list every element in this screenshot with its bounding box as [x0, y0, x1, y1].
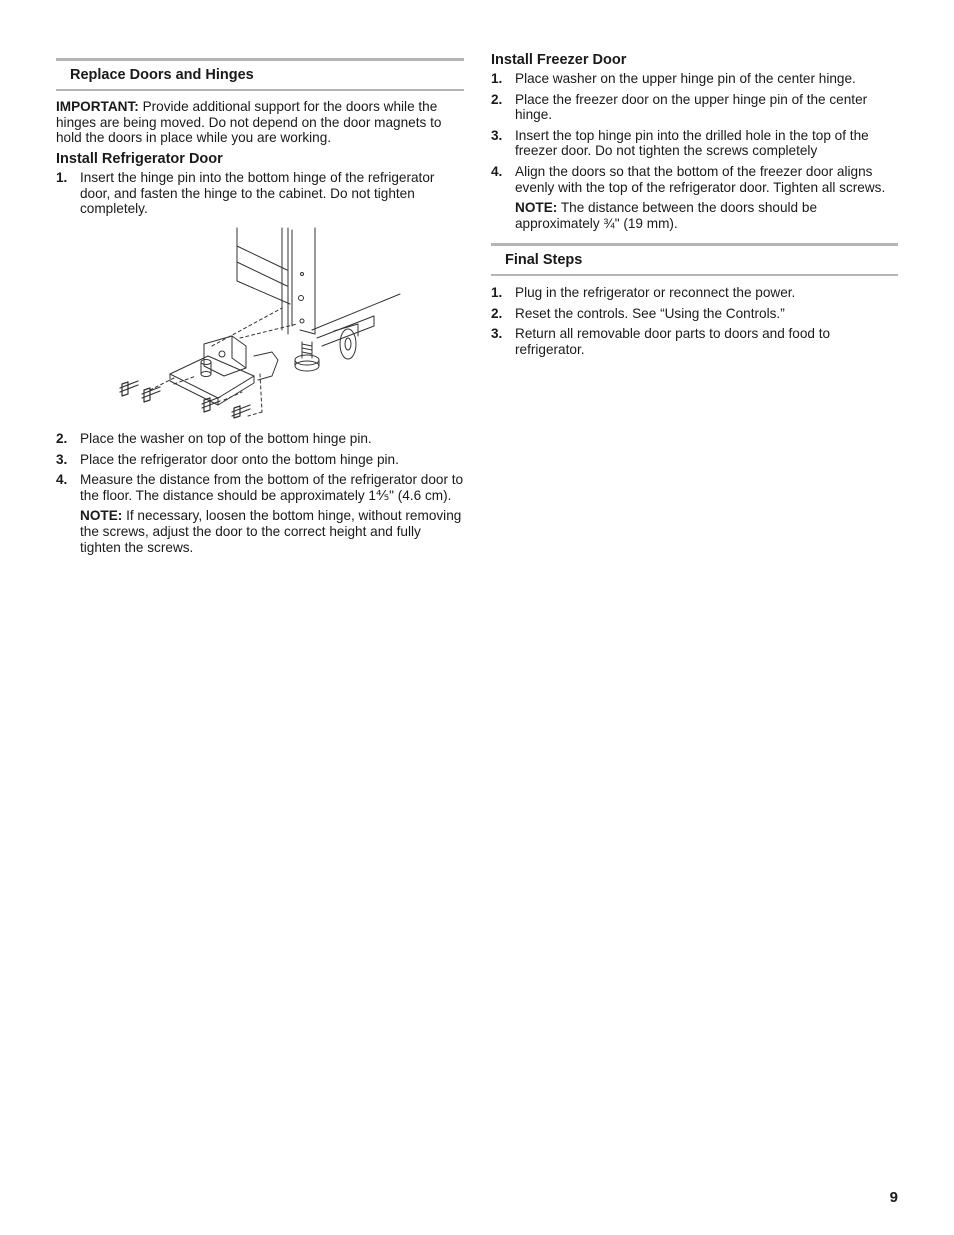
step-text: Place the refrigerator door onto the bottom hinge pin. [80, 451, 399, 467]
step-number: 3. [56, 451, 68, 467]
step-number: 2. [491, 91, 503, 107]
freezer-note [515, 200, 899, 231]
step-text: Plug in the refrigerator or reconnect the power. [515, 285, 796, 300]
step-number: 1. [491, 285, 503, 300]
note-label: NOTE: [80, 508, 123, 524]
step-number: 4. [491, 163, 503, 179]
final-steps [491, 285, 899, 357]
freezer-steps [491, 71, 899, 231]
step-text: Insert the hinge pin into the bottom hinge of the refrigerator door, and fasten the hinge to the cabinet. Do not tighten completely. [80, 170, 435, 217]
step-text: Insert the top hinge pin into the drilled hole in the top of the freezer door. Do not tighten the screws completely [515, 127, 869, 159]
refrigerator-steps-a [56, 170, 464, 217]
page-number: 9 [889, 1189, 898, 1206]
list-item [56, 170, 464, 217]
list-item [491, 128, 899, 159]
refrigerator-steps-b [56, 431, 464, 555]
list-item [491, 306, 899, 322]
bottom-hinge-illustration-icon [112, 226, 412, 420]
list-item [56, 452, 464, 468]
list-item [491, 71, 899, 87]
step-text: Align the doors so that the bottom of the freezer door aligns evenly with the top of the refrigerator door. Tighten all screws. [515, 163, 886, 195]
list-item [491, 285, 899, 301]
step-number: 1. [491, 71, 503, 86]
list-item [491, 92, 899, 123]
step-text: Place washer on the upper hinge pin of the center hinge. [515, 71, 856, 86]
section-title-replace-doors: Replace Doors and Hinges [56, 58, 464, 91]
note-text: If necessary, loosen the bottom hinge, without removing the screws, adjust the door to the correct height and fully tighten the screws. [80, 508, 462, 555]
step-number: 3. [491, 326, 503, 342]
section-title-final-steps: Final Steps [491, 243, 898, 276]
step-number: 2. [491, 305, 503, 321]
note-text: The distance between the doors should be approximately ¾" (19 mm). [515, 200, 818, 231]
step-text: Measure the distance from the bottom of the refrigerator door to the floor. The distance should be approximately 1⅘" (4.6 cm). [80, 472, 464, 503]
step-number: 4. [56, 472, 68, 488]
step-number: 1. [56, 170, 68, 185]
step-text: Return all removable door parts to doors and food to refrigerator. [515, 326, 831, 357]
list-item [491, 164, 899, 231]
step-text: Reset the controls. See “Using the Controls.” [515, 305, 785, 321]
note-label: NOTE: [515, 200, 558, 216]
subsection-title-refrigerator-door: Install Refrigerator Door [56, 151, 223, 167]
important-paragraph [56, 99, 464, 146]
important-text: Provide additional support for the doors while the hinges are being moved. Do not depend on the door magnets to hold the doors in place while you are working. [56, 99, 442, 146]
refrigerator-note [80, 508, 464, 555]
list-item [56, 431, 464, 447]
list-item [491, 326, 899, 357]
step-number: 3. [491, 127, 503, 143]
step-number: 2. [56, 431, 68, 446]
list-item [56, 472, 464, 555]
important-label: IMPORTANT: [56, 99, 139, 114]
step-text: Place the freezer door on the upper hinge pin of the center hinge. [515, 91, 868, 123]
subsection-title-freezer-door: Install Freezer Door [491, 52, 627, 68]
step-text: Place the washer on top of the bottom hinge pin. [80, 431, 372, 446]
